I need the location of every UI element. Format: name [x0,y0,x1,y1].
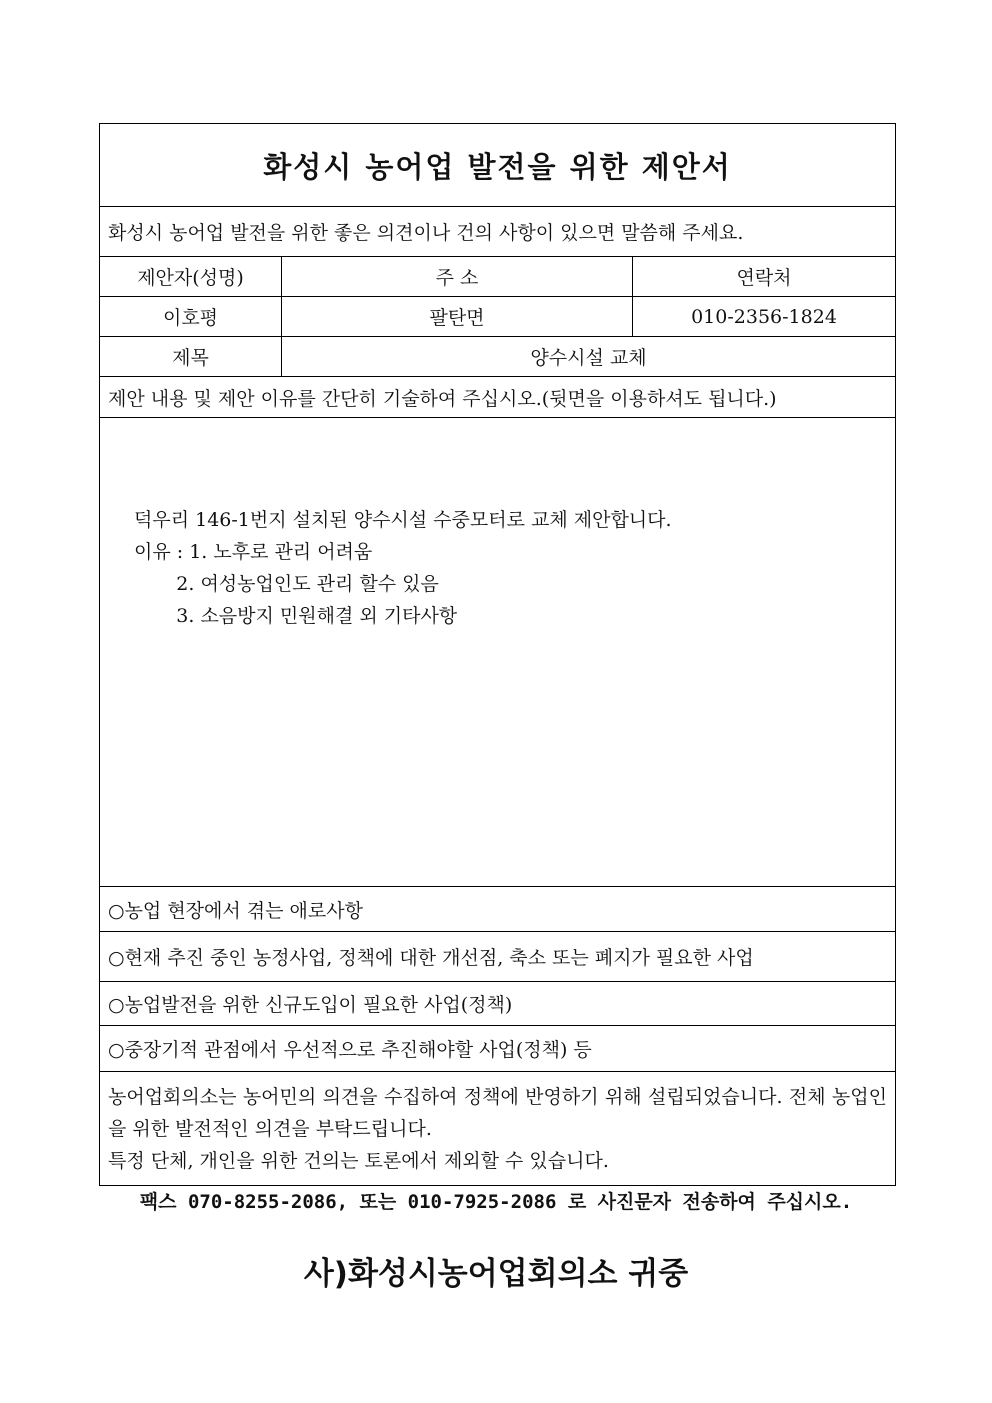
proposal-form [99,123,896,1186]
notice-paragraph: 농어업회의소는 농어민의 의견을 수집하여 정책에 반영하기 위해 설립되었습니다. 전체 농업인을 위한 발전적인 의견을 부탁드립니다. [108,1086,887,1140]
notice-paragraph: 특정 단체, 개인을 위한 건의는 토론에서 제외할 수 있습니다. [108,1150,609,1172]
proposer-name: 이호평 [162,307,219,329]
content-instruction: 제안 내용 및 제안 이유를 간단히 기술하여 주십시오.(뒷면을 이용하셔도 됩니다.) [108,387,777,410]
instruction-row [100,377,895,418]
content-line: 2. 여성농업인도 관리 할수 있음 [134,573,439,595]
notice-text [108,1081,887,1177]
topic-item: ○농업 현장에서 겪는 애로사항 [108,899,363,922]
topic-item: ○농업발전을 위한 신규도입이 필요한 사업(정책) [108,994,513,1016]
content-line: 이유 : 1. 노후로 관리 어려움 [134,541,373,563]
topic-row [100,982,895,1026]
recipient-line: 사)화성시농어업회의소 귀중 [303,1256,689,1292]
contact-value: 010-2356-1824 [632,297,895,336]
content-area [100,418,895,887]
subject-value: 양수시설 교체 [281,337,895,376]
proposer-header: 제안자(성명) [137,267,244,289]
content-line: 3. 소음방지 민원해결 외 기타사항 [134,605,458,627]
title-row [100,124,895,207]
subject-row [100,337,895,377]
contact-header: 연락처 [632,257,895,296]
intro-row [100,207,895,257]
topic-item: ○현재 추진 중인 농정사업, 정책에 대한 개선점, 축소 또는 폐지가 필요한 사업 [108,947,754,969]
address-header: 주 소 [281,257,632,296]
subject-label: 제목 [172,347,209,369]
topic-row [100,932,895,982]
content-line: 덕우리 146-1번지 설치된 양수시설 수중모터로 교체 제안합니다. [134,509,672,531]
topic-row [100,1026,895,1072]
form-title: 화성시 농어업 발전을 위한 제안서 [263,149,732,184]
notice-row [100,1072,895,1186]
header-row [100,257,895,297]
intro-text: 화성시 농어업 발전을 위한 좋은 의견이나 건의 사항이 있으면 말씀해 주세요. [108,222,744,244]
proposal-content [134,504,672,632]
submission-instructions: 팩스 070-8255-2086, 또는 010-7925-2086 로 사진문자 전송하여 주십시오. [139,1191,853,1213]
topic-item: ○중장기적 관점에서 우선적으로 추진해야할 사업(정책) 등 [108,1039,592,1061]
value-row [100,297,895,337]
address-value: 팔탄면 [281,297,632,336]
topic-row [100,887,895,932]
